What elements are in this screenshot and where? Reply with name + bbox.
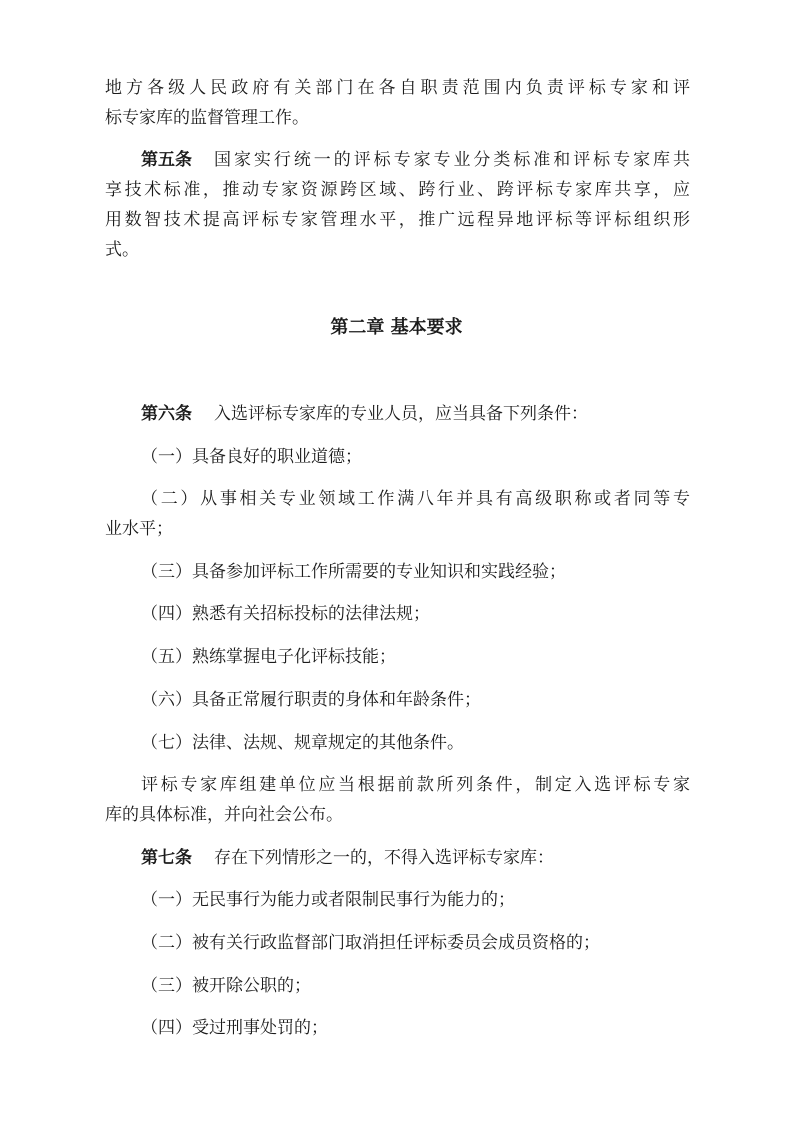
article-5-first-line	[141, 148, 690, 172]
article-7-first-line	[141, 846, 554, 870]
list-item: （四）受过刑事处罚的；	[141, 1018, 328, 1038]
list-item: （一）具备良好的职业道德；	[141, 447, 362, 467]
paragraph-line: 式。	[105, 240, 139, 260]
article-6-label: 第六条	[141, 404, 192, 424]
paragraph-line: 评标专家库组建单位应当根据前款所列条件，制定入选评标专家	[141, 775, 690, 795]
list-item: （七）法律、法规、规章规定的其他条件。	[141, 733, 464, 753]
list-item: （五）熟练掌握电子化评标技能；	[141, 647, 396, 667]
article-6-intro: 入选评标专家库的专业人员，应当具备下列条件：	[214, 404, 588, 424]
list-item: （六）具备正常履行职责的身体和年龄条件；	[141, 690, 481, 710]
paragraph-line: 标专家库的监督管理工作。	[105, 108, 309, 128]
article-5-label: 第五条	[141, 150, 192, 170]
article-7-label: 第七条	[141, 848, 192, 868]
list-item: （二）从事相关专业领域工作满八年并具有高级职称或者同等专	[141, 489, 690, 509]
list-item: （三）被开除公职的；	[141, 976, 311, 996]
paragraph-line: 库的具体标准，并向社会公布。	[105, 805, 343, 825]
list-item-continuation: 业水平；	[105, 519, 173, 539]
paragraph-line: 地方各级人民政府有关部门在各自职责范围内负责评标专家和评	[105, 78, 690, 98]
list-item: （三）具备参加评标工作所需要的专业知识和实践经验；	[141, 562, 566, 582]
list-item: （二）被有关行政监督部门取消担任评标委员会成员资格的；	[141, 933, 600, 953]
paragraph-line: 用数智技术提高评标专家管理水平，推广远程异地评标等评标组织形	[105, 210, 690, 230]
chapter-heading: 第二章 基本要求	[330, 317, 463, 338]
article-5-text: 国家实行统一的评标专家专业分类标准和评标专家库共	[214, 150, 690, 170]
list-item: （四）熟悉有关招标投标的法律法规；	[141, 604, 430, 624]
article-6-first-line	[141, 402, 588, 426]
paragraph-line: 享技术标准，推动专家资源跨区域、跨行业、跨评标专家库共享，应	[105, 180, 690, 200]
article-7-intro: 存在下列情形之一的，不得入选评标专家库：	[214, 848, 554, 868]
list-item: （一）无民事行为能力或者限制民事行为能力的；	[141, 890, 515, 910]
